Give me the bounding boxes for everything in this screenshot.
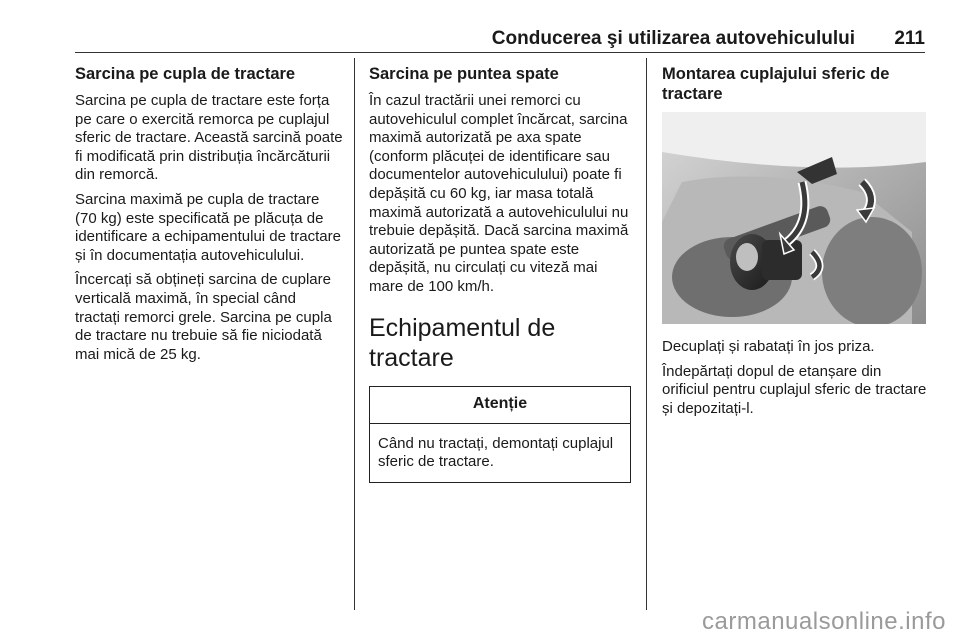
caution-text: Când nu tractați, demontați cuplajul sferic de tractare. xyxy=(378,434,614,471)
column-right xyxy=(662,64,927,424)
page-header xyxy=(75,28,925,53)
caution-title: Atenție xyxy=(370,387,630,424)
column-divider xyxy=(646,58,647,610)
watermark: carmanualsonline.info xyxy=(702,608,946,635)
chapter-title: Conducerea şi utilizarea autovehiculului xyxy=(491,28,855,49)
body-paragraph: Sarcina maximă pe cupla de tractare (70 kg) este specificată pe plăcuța de identificare a echipamentului de tractare și în documentația autovehiculului. xyxy=(75,190,341,264)
body-paragraph: În cazul tractării unei remorci cu autovehiculul complet încărcat, sarcina maximă autorizată pe axa spate (conform plăcuței de identificare sau documentelor autovehiculului) poate fi depășită cu 60 kg, iar masa totală maximă autorizată a autovehiculului nu trebuie depășită. Dacă sarcina maximă autorizată pe puntea spate este depășită, nu circulați cu viteză mai mare de 100 km/h. xyxy=(369,92,629,295)
body-paragraph: Îndepărtați dopul de etanșare din orificiul pentru cuplajul sferic de tractare și depozitați-l. xyxy=(662,362,927,417)
body-paragraph: Sarcina pe cupla de tractare este forța pe care o exercită remorca pe cuplajul sferic de tractare. Această sarcină poate fi modificată prin distribuția încărcăturii din remorcă. xyxy=(75,92,343,184)
section-heading: Sarcina pe cupla de tractare xyxy=(75,65,296,83)
column-left xyxy=(75,64,343,370)
section-heading: Sarcina pe puntea spate xyxy=(369,65,559,83)
page-number: 211 xyxy=(894,28,925,49)
caution-box xyxy=(369,386,631,483)
section-heading: Montarea cuplajului sferic de tractare xyxy=(662,65,890,103)
towbar-socket-photo xyxy=(662,112,926,324)
body-paragraph: Încercați să obțineți sarcina de cuplare verticală maximă, în special când tractați remorci grele. Sarcina pe cupla de tractare nu trebuie să fie niciodată mai mică de 25 kg. xyxy=(75,271,332,363)
chapter-section-title: Echipamentul de tractare xyxy=(369,313,556,372)
column-middle xyxy=(369,64,633,483)
column-divider xyxy=(354,58,355,610)
body-paragraph: Decuplați și rabatați în jos priza. xyxy=(662,338,875,355)
